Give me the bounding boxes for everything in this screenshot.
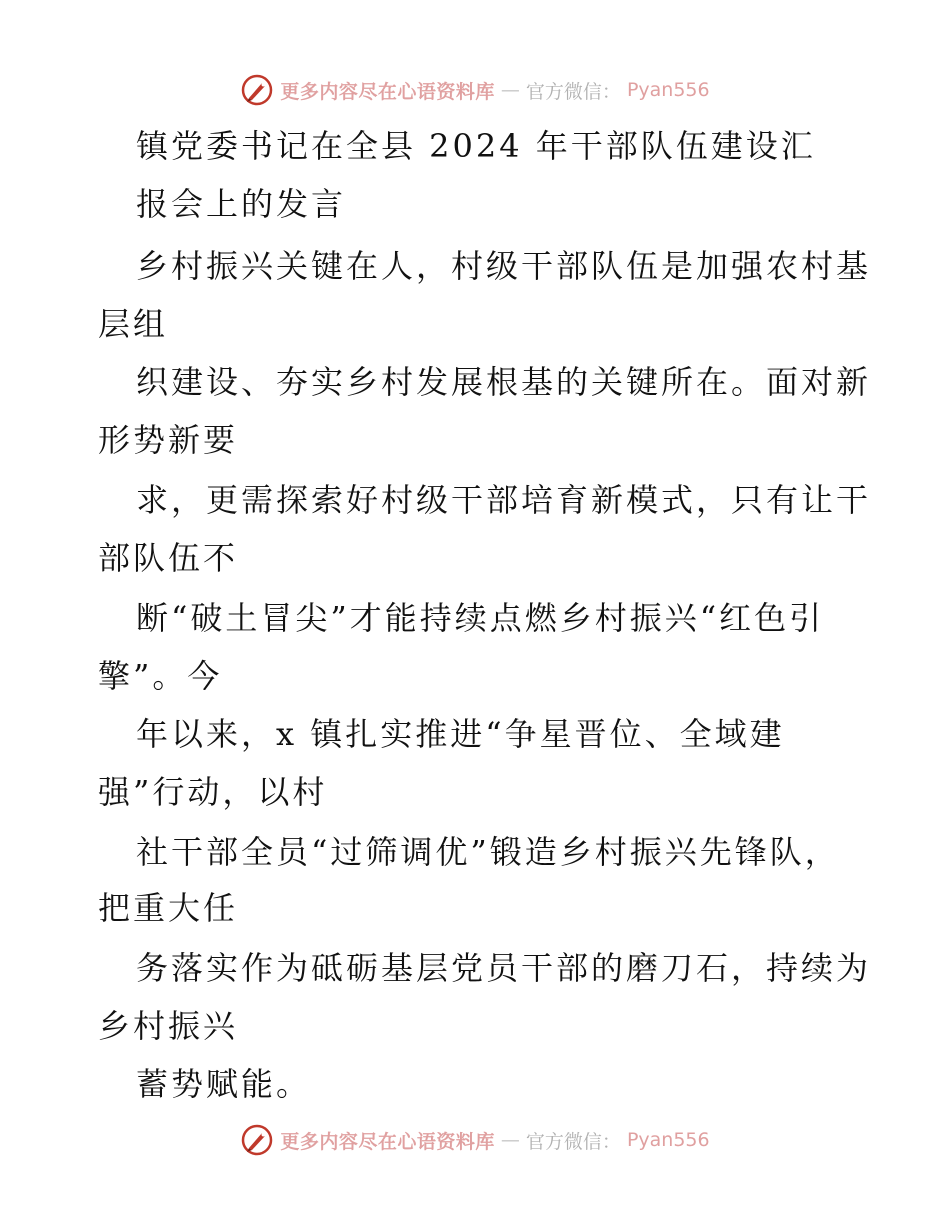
- pen-logo-icon: [240, 73, 274, 107]
- body-line: 织建设、夯实乡村发展根基的关键所在。面对新: [136, 363, 872, 401]
- watermark-wechat-id: Pyan556: [626, 1129, 710, 1151]
- body-line: 乡村振兴: [98, 1007, 239, 1045]
- pen-logo-icon: [240, 1123, 274, 1157]
- body-line: 擎”。今: [98, 657, 223, 695]
- document-title-line-1: 镇党委书记在全县 2024 年干部队伍建设汇: [136, 127, 816, 165]
- body-line: 把重大任: [98, 889, 239, 927]
- watermark-dash: —: [500, 79, 520, 101]
- body-line: 务落实作为砥砺基层党员干部的磨刀石，持续为: [136, 949, 872, 987]
- body-line: 乡村振兴关键在人，村级干部队伍是加强农村基: [136, 247, 872, 285]
- header-watermark: [0, 72, 950, 108]
- watermark-text: 更多内容尽在心语资料库: [280, 1130, 495, 1153]
- body-line: 断“破土冒尖”才能持续点燃乡村振兴“红色引: [136, 599, 825, 637]
- watermark-wechat-label: 官方微信：: [525, 80, 621, 103]
- footer-watermark: [0, 1122, 950, 1158]
- body-line: 强”行动，以村: [98, 773, 328, 811]
- body-line: 部队伍不: [98, 539, 239, 577]
- watermark-dash: —: [500, 1129, 520, 1151]
- body-line: 蓄势赋能。: [136, 1065, 312, 1103]
- watermark-wechat-label: 官方微信：: [525, 1130, 621, 1153]
- document-title-line-2: 报会上的发言: [136, 185, 347, 223]
- watermark-wechat-id: Pyan556: [626, 79, 710, 101]
- body-line: 年以来，x 镇扎实推进“争星晋位、全域建: [136, 715, 785, 753]
- watermark-text: 更多内容尽在心语资料库: [280, 80, 495, 103]
- body-line: 形势新要: [98, 421, 239, 459]
- body-line: 层组: [98, 305, 169, 343]
- body-line: 求，更需探索好村级干部培育新模式，只有让干: [136, 481, 872, 519]
- body-line: 社干部全员“过筛调优”锻造乡村振兴先锋队，: [136, 833, 840, 871]
